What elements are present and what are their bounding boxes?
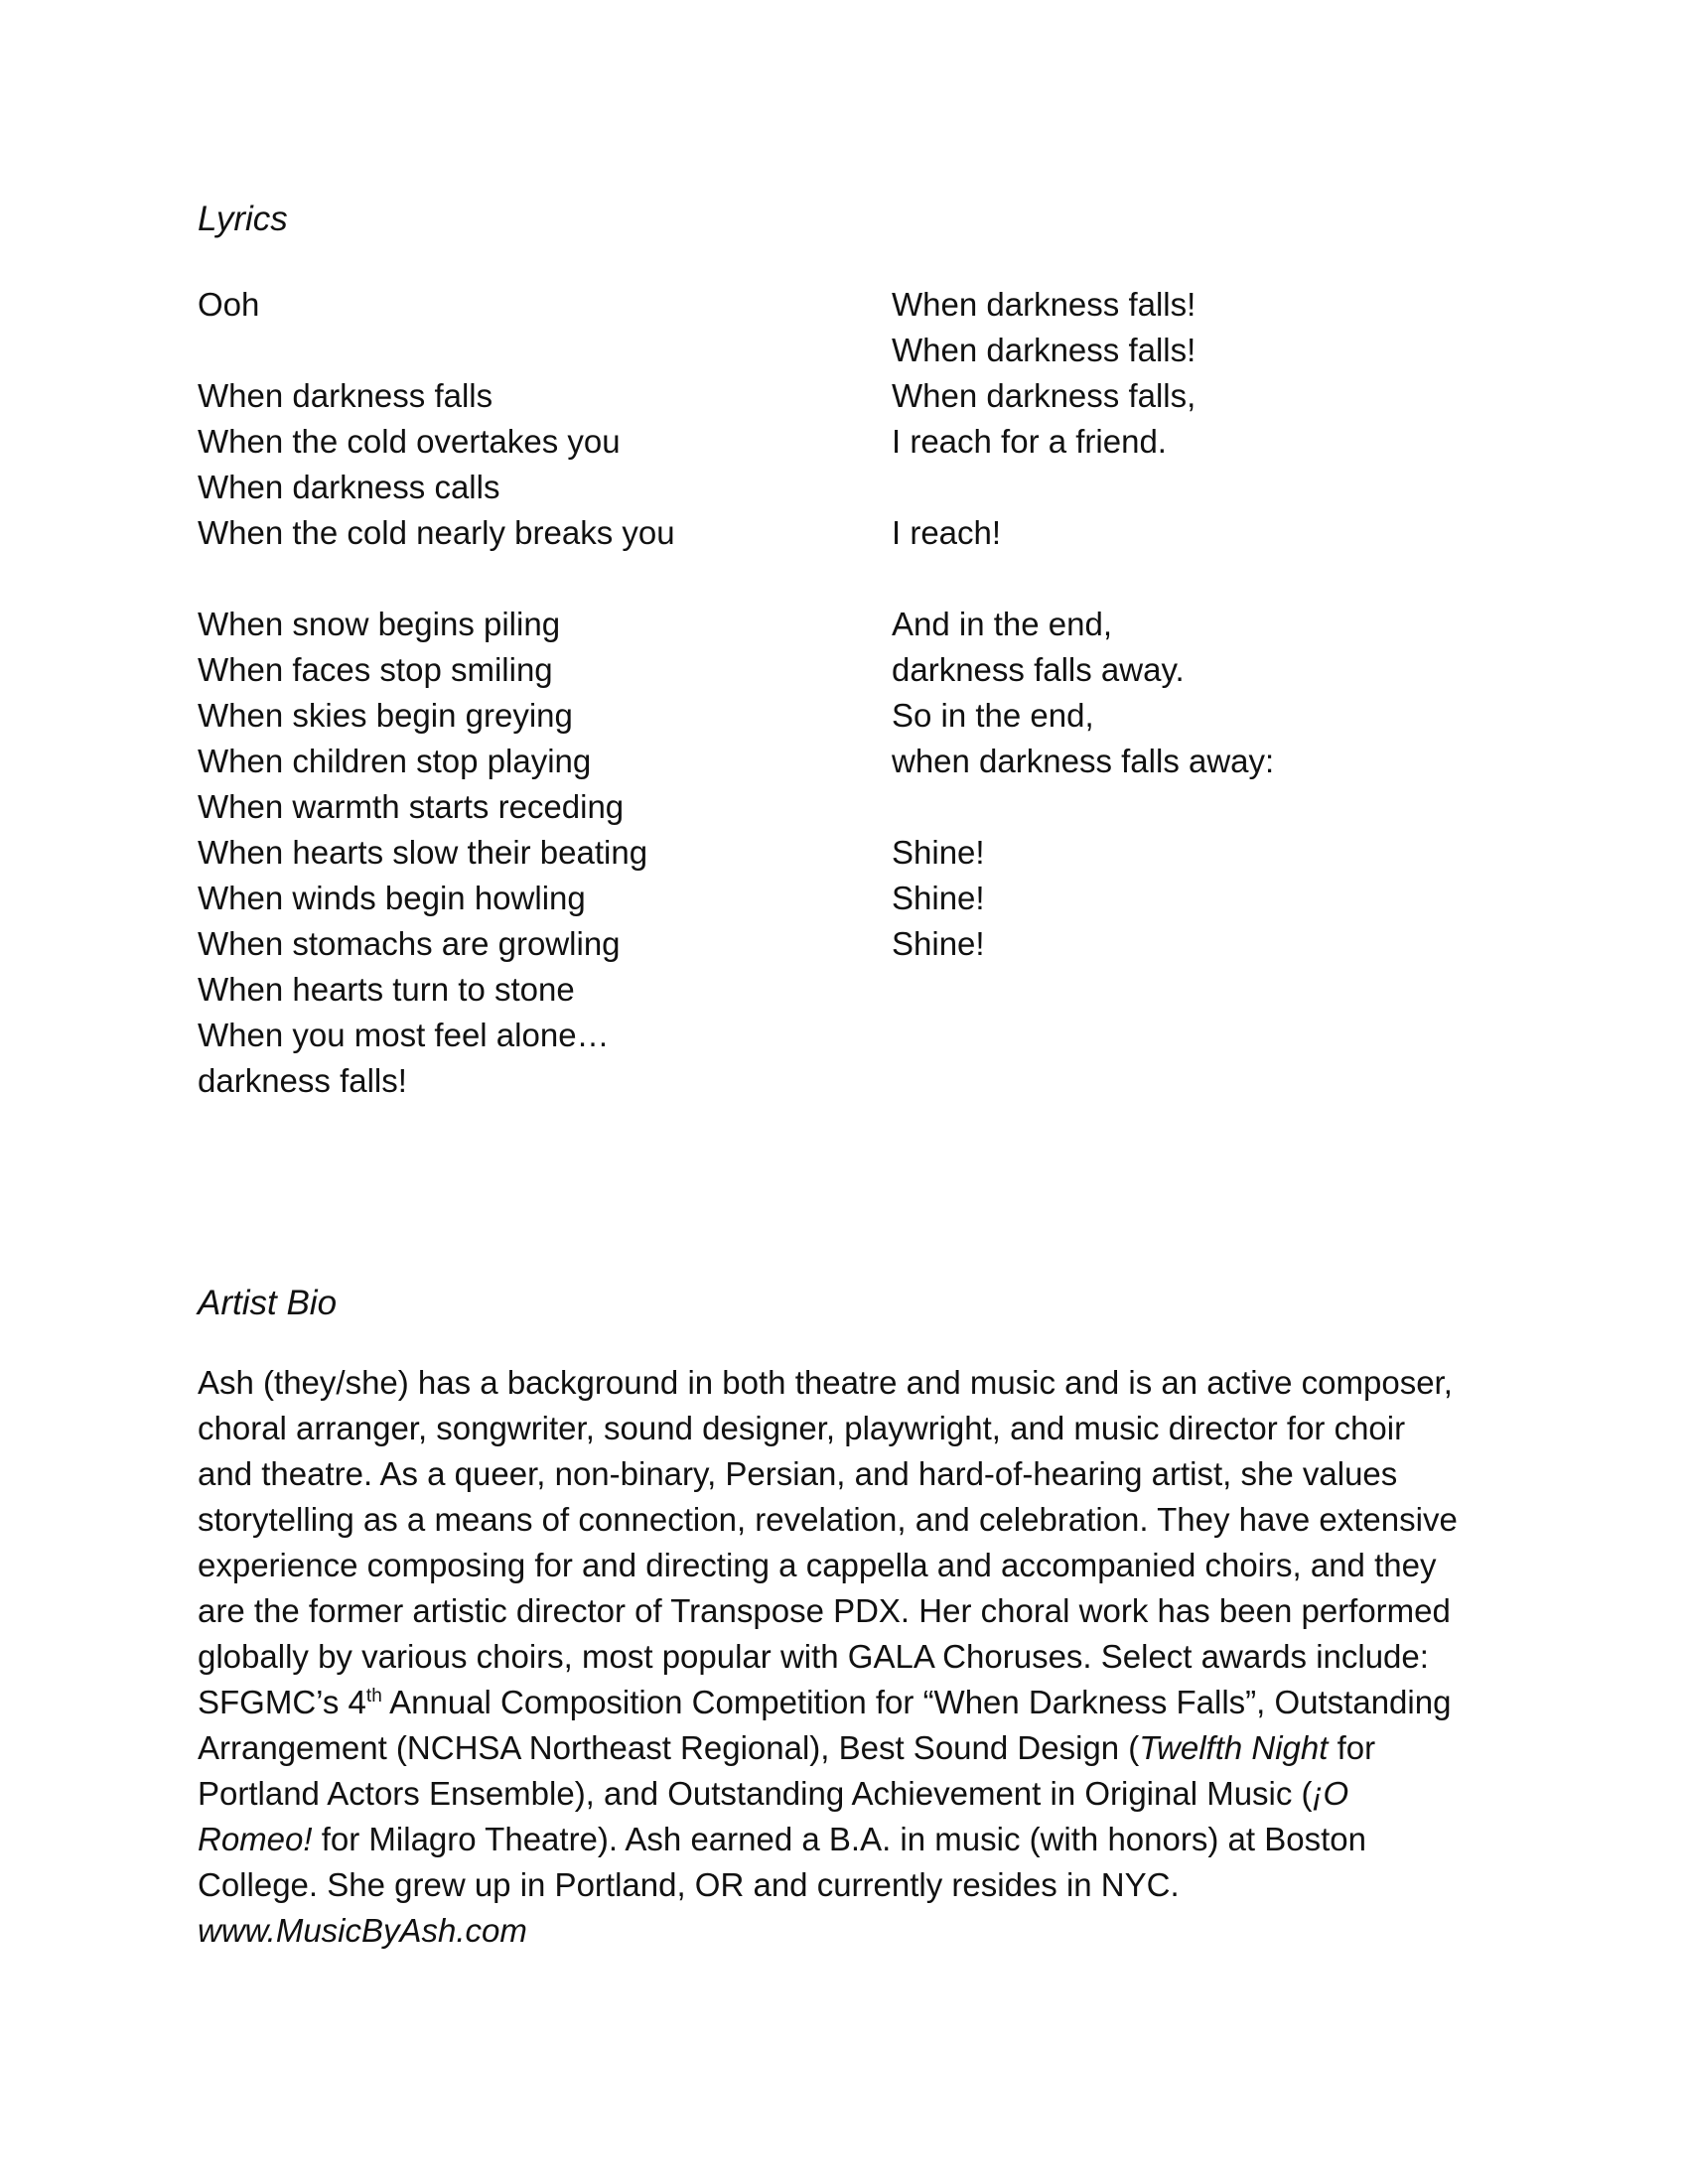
bio-line: College. She grew up in Portland, OR and currently resides in NYC. — [198, 1866, 1180, 1903]
lyric-line: darkness falls! — [198, 1062, 407, 1099]
bio-line: are the former artistic director of Transpose PDX. Her choral work has been performed — [198, 1592, 1451, 1629]
lyric-line: When the cold overtakes you — [198, 423, 621, 460]
lyric-line: Ooh — [198, 286, 260, 323]
bio-line — [198, 1680, 1498, 1725]
bio-line — [198, 1725, 1498, 1771]
ordinal-suffix: th — [365, 1686, 382, 1706]
bio-line: globally by various choirs, most popular with GALA Choruses. Select awards include: — [198, 1638, 1429, 1675]
lyric-line: When skies begin greying — [198, 697, 573, 734]
lyric-line: When faces stop smiling — [198, 651, 553, 688]
lyric-line: I reach! — [892, 514, 1002, 551]
lyric-line: Shine! — [892, 880, 985, 916]
lyric-line: I reach for a friend. — [892, 423, 1167, 460]
lyric-line: When snow begins piling — [198, 606, 561, 642]
lyric-line: When winds begin howling — [198, 880, 586, 916]
lyric-line: And in the end, — [892, 606, 1113, 642]
lyric-line: Shine! — [892, 925, 985, 962]
lyric-line — [892, 784, 1487, 830]
bio-text: SFGMC’s 4 — [198, 1684, 366, 1720]
lyrics-right-column — [892, 282, 1487, 967]
bio-line — [198, 1771, 1498, 1817]
lyric-line — [892, 465, 1487, 510]
lyric-line: When hearts slow their beating — [198, 834, 648, 871]
lyric-line: When darkness falls! — [892, 332, 1196, 368]
lyric-line — [892, 556, 1487, 602]
lyrics-heading: Lyrics — [198, 200, 288, 238]
lyric-line: When hearts turn to stone — [198, 971, 575, 1008]
lyric-line: Shine! — [892, 834, 985, 871]
lyric-line: When children stop playing — [198, 743, 592, 779]
lyric-line: When stomachs are growling — [198, 925, 621, 962]
bio-line: Ash (they/she) has a background in both theatre and music and is an active composer, — [198, 1364, 1453, 1401]
work-title: Twelfth Night — [1139, 1729, 1329, 1766]
bio-text: for Milagro Theatre). Ash earned a B.A. in music (with honors) at Boston — [312, 1821, 1366, 1857]
lyric-line — [198, 328, 843, 373]
bio-text: for — [1328, 1729, 1376, 1766]
bio-text: Portland Actors Ensemble), and Outstanding Achievement in Original Music ( — [198, 1775, 1313, 1812]
bio-text: Annual Composition Competition for “When Darkness Falls”, Outstanding — [381, 1684, 1452, 1720]
lyrics-left-column — [198, 282, 843, 1104]
lyric-line: darkness falls away. — [892, 651, 1185, 688]
lyric-line: When darkness falls — [198, 377, 493, 414]
artist-bio-paragraph — [198, 1360, 1498, 1954]
lyric-line: When the cold nearly breaks you — [198, 514, 675, 551]
bio-line — [198, 1817, 1498, 1862]
work-title: ¡O — [1312, 1775, 1349, 1812]
lyric-line: When warmth starts receding — [198, 788, 625, 825]
bio-line: choral arranger, songwriter, sound designer, playwright, and music director for choir — [198, 1410, 1406, 1446]
artist-bio-heading: Artist Bio — [198, 1284, 338, 1322]
lyric-line: When darkness calls — [198, 469, 500, 505]
lyric-line: When you most feel alone… — [198, 1017, 610, 1053]
bio-line: storytelling as a means of connection, revelation, and celebration. They have extensive — [198, 1501, 1458, 1538]
lyric-line: When darkness falls, — [892, 377, 1196, 414]
lyric-line — [198, 556, 843, 602]
lyric-line: So in the end, — [892, 697, 1094, 734]
bio-text: Arrangement (NCHSA Northeast Regional), Best Sound Design ( — [198, 1729, 1140, 1766]
bio-line: experience composing for and directing a cappella and accompanied choirs, and they — [198, 1547, 1437, 1583]
work-title: Romeo! — [198, 1821, 313, 1857]
bio-line: and theatre. As a queer, non-binary, Persian, and hard-of-hearing artist, she values — [198, 1455, 1398, 1492]
website-link[interactable]: www.MusicByAsh.com — [198, 1912, 527, 1949]
lyric-line: when darkness falls away: — [892, 743, 1275, 779]
lyric-line: When darkness falls! — [892, 286, 1196, 323]
